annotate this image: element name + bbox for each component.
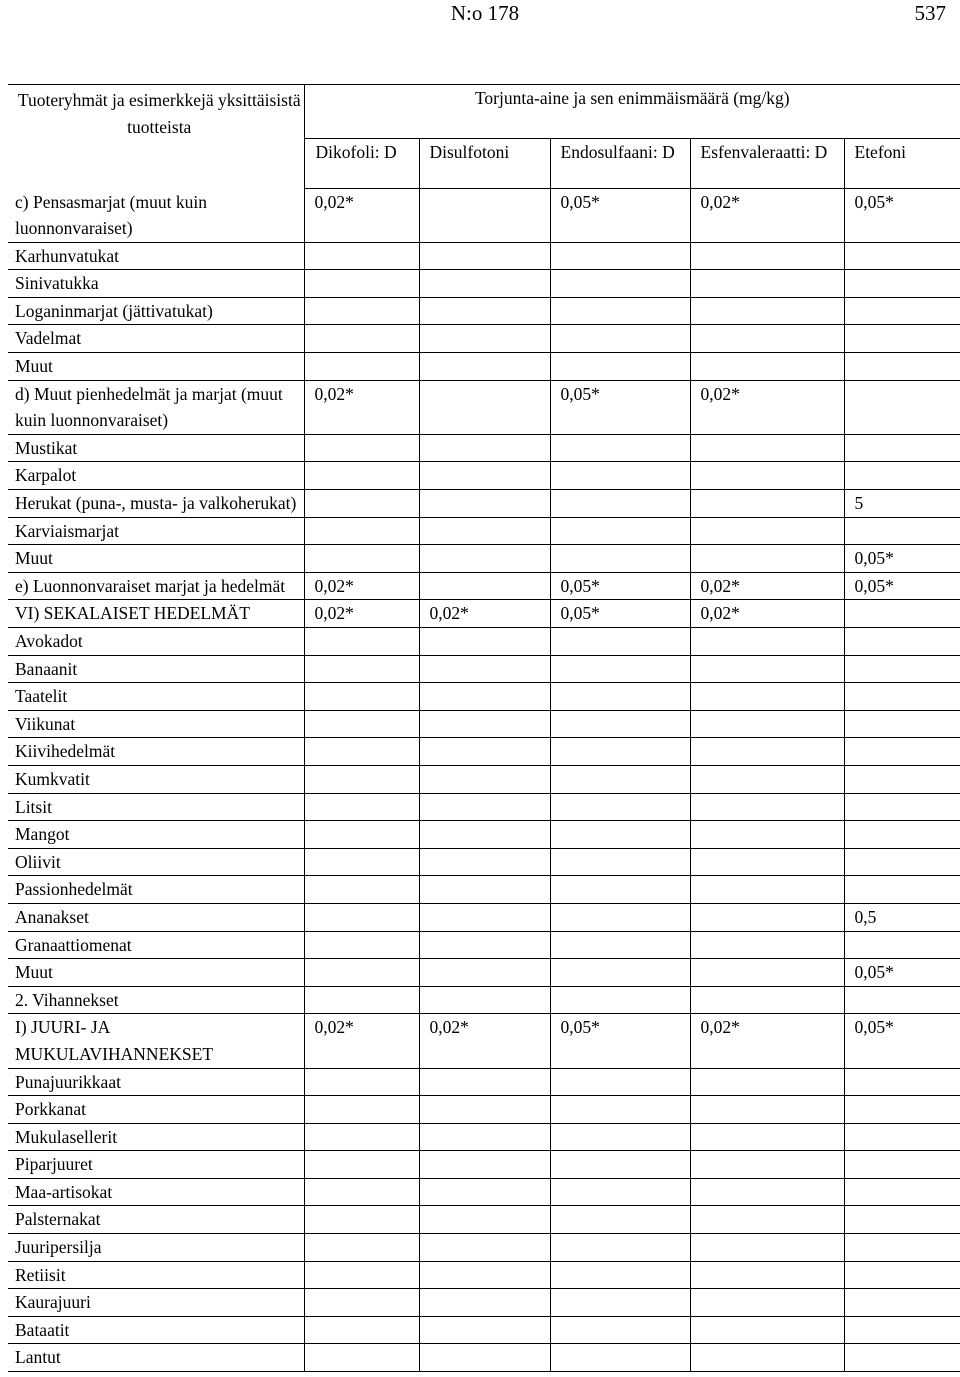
table-row	[8, 462, 960, 490]
value-cell	[304, 793, 419, 821]
table-row	[8, 710, 960, 738]
table-row	[8, 1316, 960, 1344]
value-cell	[844, 793, 960, 821]
value-cell	[844, 1178, 960, 1206]
value-cell	[304, 325, 419, 353]
value-cell	[550, 876, 690, 904]
value-cell: 0,02*	[304, 189, 419, 243]
value-cell: 0,05*	[550, 189, 690, 243]
value-cell: 0,02*	[690, 1014, 844, 1068]
value-cell	[844, 1234, 960, 1262]
value-cell	[690, 462, 844, 490]
value-cell	[844, 380, 960, 434]
value-cell	[550, 959, 690, 987]
table-row	[8, 1206, 960, 1234]
table-row	[8, 903, 960, 931]
value-cell	[550, 683, 690, 711]
value-cell	[690, 1344, 844, 1372]
value-cell	[419, 1234, 550, 1262]
value-cell	[690, 655, 844, 683]
table-row	[8, 738, 960, 766]
table-row	[8, 1151, 960, 1179]
value-cell	[844, 297, 960, 325]
value-cell	[419, 297, 550, 325]
value-cell	[550, 1068, 690, 1096]
value-cell	[304, 628, 419, 656]
value-cell	[690, 434, 844, 462]
table-row	[8, 490, 960, 518]
table-row	[8, 517, 960, 545]
row-label: Lantut	[8, 1344, 304, 1372]
row-label: Muut	[8, 545, 304, 573]
row-label: Palsternakat	[8, 1206, 304, 1234]
row-label: Karpalot	[8, 462, 304, 490]
row-label: Oliivit	[8, 848, 304, 876]
row-label: 2. Vihannekset	[8, 986, 304, 1014]
table-row	[8, 1261, 960, 1289]
value-cell	[690, 793, 844, 821]
table-row	[8, 1123, 960, 1151]
table-row	[8, 655, 960, 683]
row-label: Vadelmat	[8, 325, 304, 353]
table-row	[8, 434, 960, 462]
col-header-dikofoli: Dikofoli: D	[304, 139, 419, 189]
value-cell	[550, 903, 690, 931]
table-row	[8, 600, 960, 628]
value-cell	[419, 931, 550, 959]
value-cell	[550, 1344, 690, 1372]
value-cell	[844, 1123, 960, 1151]
value-cell	[844, 434, 960, 462]
value-cell: 0,02*	[690, 380, 844, 434]
value-cell	[419, 353, 550, 381]
value-cell	[844, 821, 960, 849]
value-cell	[844, 353, 960, 381]
value-cell: 0,05*	[844, 1014, 960, 1068]
value-cell: 0,02*	[419, 1014, 550, 1068]
value-cell	[690, 959, 844, 987]
value-cell	[844, 1289, 960, 1317]
value-cell	[419, 545, 550, 573]
value-cell	[419, 655, 550, 683]
product-group-header: Tuoteryhmät ja esimerkkejä yksittäisistä tuotteista	[8, 85, 304, 189]
value-cell	[304, 353, 419, 381]
value-cell	[419, 876, 550, 904]
value-cell	[844, 710, 960, 738]
row-label: Muut	[8, 959, 304, 987]
row-label: Bataatit	[8, 1316, 304, 1344]
value-cell	[844, 1206, 960, 1234]
value-cell	[304, 270, 419, 298]
value-cell	[844, 765, 960, 793]
value-cell	[550, 765, 690, 793]
value-cell	[304, 986, 419, 1014]
value-cell: 0,02*	[304, 572, 419, 600]
value-cell	[844, 600, 960, 628]
row-label: Kumkvatit	[8, 765, 304, 793]
value-cell	[550, 986, 690, 1014]
value-cell: 0,02*	[304, 380, 419, 434]
value-cell	[304, 490, 419, 518]
value-cell	[550, 655, 690, 683]
value-cell	[690, 765, 844, 793]
value-cell	[844, 462, 960, 490]
value-cell	[304, 1096, 419, 1124]
value-cell	[304, 1261, 419, 1289]
value-cell	[419, 517, 550, 545]
row-label: Banaanit	[8, 655, 304, 683]
value-cell	[304, 821, 419, 849]
value-cell	[304, 1178, 419, 1206]
page-number: 537	[914, 1, 946, 25]
value-cell	[419, 793, 550, 821]
value-cell	[304, 434, 419, 462]
value-cell	[419, 1316, 550, 1344]
value-cell	[550, 434, 690, 462]
value-cell: 0,5	[844, 903, 960, 931]
table-row	[8, 1234, 960, 1262]
value-cell: 0,02*	[304, 1014, 419, 1068]
value-cell	[690, 1261, 844, 1289]
row-label: Kiivihedelmät	[8, 738, 304, 766]
row-label: Juuripersilja	[8, 1234, 304, 1262]
value-cell	[304, 903, 419, 931]
value-cell	[304, 710, 419, 738]
table-row	[8, 189, 960, 243]
table-row	[8, 1068, 960, 1096]
value-cell	[550, 793, 690, 821]
value-cell: 0,02*	[690, 572, 844, 600]
value-cell	[419, 628, 550, 656]
value-cell	[690, 986, 844, 1014]
col-header-esfenvaleraatti: Esfenvaleraatti: D	[690, 139, 844, 189]
value-cell	[690, 545, 844, 573]
table-row	[8, 821, 960, 849]
value-cell	[419, 434, 550, 462]
value-cell	[844, 1261, 960, 1289]
table-row	[8, 297, 960, 325]
value-cell	[844, 1344, 960, 1372]
value-cell	[844, 325, 960, 353]
value-cell	[844, 986, 960, 1014]
value-cell	[304, 765, 419, 793]
value-cell	[844, 270, 960, 298]
row-label: I) JUURI- JA MUKULAVIHANNEKSET	[8, 1014, 304, 1068]
row-label: VI) SEKALAISET HEDELMÄT	[8, 600, 304, 628]
value-cell	[419, 270, 550, 298]
value-cell	[304, 1068, 419, 1096]
value-cell	[550, 848, 690, 876]
value-cell	[304, 297, 419, 325]
value-cell	[304, 931, 419, 959]
value-cell	[690, 353, 844, 381]
value-cell	[550, 1289, 690, 1317]
value-cell	[550, 931, 690, 959]
row-label: Passionhedelmät	[8, 876, 304, 904]
value-cell	[844, 1096, 960, 1124]
value-cell	[690, 848, 844, 876]
value-cell	[550, 490, 690, 518]
table-row	[8, 848, 960, 876]
value-cell	[550, 710, 690, 738]
value-cell	[690, 1234, 844, 1262]
value-cell	[550, 545, 690, 573]
issue-number: N:o 178	[450, 1, 520, 25]
value-cell	[550, 325, 690, 353]
table-row	[8, 1289, 960, 1317]
value-cell	[550, 297, 690, 325]
value-cell	[844, 628, 960, 656]
value-cell	[844, 517, 960, 545]
value-cell	[419, 462, 550, 490]
table-row	[8, 628, 960, 656]
row-label: Herukat (puna-, musta- ja valkoherukat)	[8, 490, 304, 518]
value-cell	[419, 765, 550, 793]
value-cell	[304, 959, 419, 987]
value-cell	[304, 1206, 419, 1234]
value-cell	[550, 628, 690, 656]
value-cell	[690, 821, 844, 849]
value-cell	[419, 325, 550, 353]
row-label: Piparjuuret	[8, 1151, 304, 1179]
value-cell	[550, 270, 690, 298]
value-cell	[690, 1068, 844, 1096]
row-label: d) Muut pienhedelmät ja marjat (muut kuin luonnonvaraiset)	[8, 380, 304, 434]
table-row	[8, 765, 960, 793]
row-label: Retiisit	[8, 1261, 304, 1289]
table-row	[8, 242, 960, 270]
value-cell	[304, 1316, 419, 1344]
value-cell	[550, 517, 690, 545]
table-row	[8, 572, 960, 600]
value-cell	[550, 738, 690, 766]
value-cell: 0,02*	[419, 600, 550, 628]
row-label: Loganinmarjat (jättivatukat)	[8, 297, 304, 325]
value-cell: 5	[844, 490, 960, 518]
table-row	[8, 1014, 960, 1068]
value-cell	[844, 655, 960, 683]
value-cell: 0,05*	[550, 572, 690, 600]
table-row	[8, 1178, 960, 1206]
value-cell: 0,05*	[550, 380, 690, 434]
value-cell	[844, 242, 960, 270]
value-cell	[690, 1178, 844, 1206]
table-row	[8, 545, 960, 573]
value-cell	[419, 986, 550, 1014]
value-cell	[304, 683, 419, 711]
value-cell	[690, 1096, 844, 1124]
value-cell	[690, 876, 844, 904]
value-cell	[304, 545, 419, 573]
value-cell: 0,05*	[844, 545, 960, 573]
value-cell	[304, 1234, 419, 1262]
value-cell	[304, 655, 419, 683]
row-label: Taatelit	[8, 683, 304, 711]
value-cell: 0,02*	[690, 600, 844, 628]
table-row	[8, 959, 960, 987]
value-cell	[304, 242, 419, 270]
value-cell	[419, 572, 550, 600]
value-cell	[690, 1206, 844, 1234]
value-cell	[550, 1206, 690, 1234]
row-label: Karhunvatukat	[8, 242, 304, 270]
table-row	[8, 1096, 960, 1124]
pesticide-group-header: Torjunta-aine ja sen enimmäismäärä (mg/kg)	[304, 85, 960, 139]
table-row	[8, 270, 960, 298]
table-row	[8, 353, 960, 381]
value-cell	[690, 297, 844, 325]
table-row	[8, 876, 960, 904]
value-cell	[550, 1178, 690, 1206]
value-cell	[844, 876, 960, 904]
value-cell	[690, 738, 844, 766]
value-cell	[690, 931, 844, 959]
table-row	[8, 1344, 960, 1372]
value-cell	[690, 1123, 844, 1151]
value-cell	[419, 683, 550, 711]
value-cell	[844, 1316, 960, 1344]
value-cell: 0,05*	[550, 600, 690, 628]
value-cell	[304, 738, 419, 766]
table-row	[8, 380, 960, 434]
value-cell	[550, 242, 690, 270]
row-label: Mustikat	[8, 434, 304, 462]
value-cell	[550, 1096, 690, 1124]
value-cell	[304, 1151, 419, 1179]
row-label: Mukulasellerit	[8, 1123, 304, 1151]
value-cell	[419, 959, 550, 987]
table-row	[8, 986, 960, 1014]
table-row	[8, 325, 960, 353]
value-cell	[690, 325, 844, 353]
row-label: Granaattiomenat	[8, 931, 304, 959]
value-cell	[690, 242, 844, 270]
value-cell	[304, 848, 419, 876]
value-cell	[550, 1261, 690, 1289]
value-cell	[419, 821, 550, 849]
col-header-endosulfaani: Endosulfaani: D	[550, 139, 690, 189]
value-cell	[844, 683, 960, 711]
value-cell	[690, 683, 844, 711]
value-cell	[550, 462, 690, 490]
value-cell	[419, 1068, 550, 1096]
value-cell	[419, 710, 550, 738]
value-cell	[304, 1289, 419, 1317]
row-label: Sinivatukka	[8, 270, 304, 298]
row-label: Muut	[8, 353, 304, 381]
value-cell: 0,05*	[844, 572, 960, 600]
value-cell	[419, 1261, 550, 1289]
row-label: Ananakset	[8, 903, 304, 931]
value-cell	[550, 353, 690, 381]
value-cell	[419, 1289, 550, 1317]
value-cell	[419, 1206, 550, 1234]
row-label: c) Pensasmarjat (muut kuin luonnonvaraiset)	[8, 189, 304, 243]
value-cell	[419, 490, 550, 518]
value-cell	[419, 738, 550, 766]
col-header-disulfotoni: Disulfotoni	[419, 139, 550, 189]
value-cell	[419, 242, 550, 270]
value-cell	[419, 189, 550, 243]
pesticide-residue-table	[8, 84, 960, 1372]
row-label: Litsit	[8, 793, 304, 821]
col-header-etefoni: Etefoni	[844, 139, 960, 189]
value-cell	[419, 1344, 550, 1372]
table-row	[8, 931, 960, 959]
value-cell	[844, 848, 960, 876]
value-cell	[690, 1316, 844, 1344]
row-label: Mangot	[8, 821, 304, 849]
value-cell	[690, 270, 844, 298]
row-label: Karviaismarjat	[8, 517, 304, 545]
value-cell	[550, 821, 690, 849]
row-label: Kaurajuuri	[8, 1289, 304, 1317]
value-cell	[844, 738, 960, 766]
value-cell	[304, 462, 419, 490]
value-cell: 0,05*	[844, 189, 960, 243]
value-cell: 0,05*	[550, 1014, 690, 1068]
row-label: Porkkanat	[8, 1096, 304, 1124]
value-cell	[690, 1151, 844, 1179]
value-cell	[844, 1068, 960, 1096]
value-cell	[419, 903, 550, 931]
value-cell	[844, 1151, 960, 1179]
value-cell	[690, 903, 844, 931]
value-cell: 0,05*	[844, 959, 960, 987]
row-label: Viikunat	[8, 710, 304, 738]
value-cell	[304, 1123, 419, 1151]
value-cell	[419, 1178, 550, 1206]
value-cell	[844, 931, 960, 959]
value-cell	[550, 1123, 690, 1151]
value-cell: 0,02*	[690, 189, 844, 243]
table-row	[8, 683, 960, 711]
value-cell	[690, 1289, 844, 1317]
value-cell	[419, 1096, 550, 1124]
row-label: Punajuurikkaat	[8, 1068, 304, 1096]
value-cell	[304, 517, 419, 545]
value-cell	[550, 1316, 690, 1344]
value-cell: 0,02*	[304, 600, 419, 628]
value-cell	[419, 1123, 550, 1151]
value-cell	[419, 1151, 550, 1179]
value-cell	[690, 490, 844, 518]
value-cell	[550, 1234, 690, 1262]
value-cell	[690, 710, 844, 738]
table-row	[8, 793, 960, 821]
row-label: Avokadot	[8, 628, 304, 656]
value-cell	[304, 876, 419, 904]
value-cell	[419, 848, 550, 876]
value-cell	[690, 628, 844, 656]
value-cell	[419, 380, 550, 434]
value-cell	[304, 1344, 419, 1372]
row-label: e) Luonnonvaraiset marjat ja hedelmät	[8, 572, 304, 600]
value-cell	[690, 517, 844, 545]
row-label: Maa-artisokat	[8, 1178, 304, 1206]
value-cell	[550, 1151, 690, 1179]
